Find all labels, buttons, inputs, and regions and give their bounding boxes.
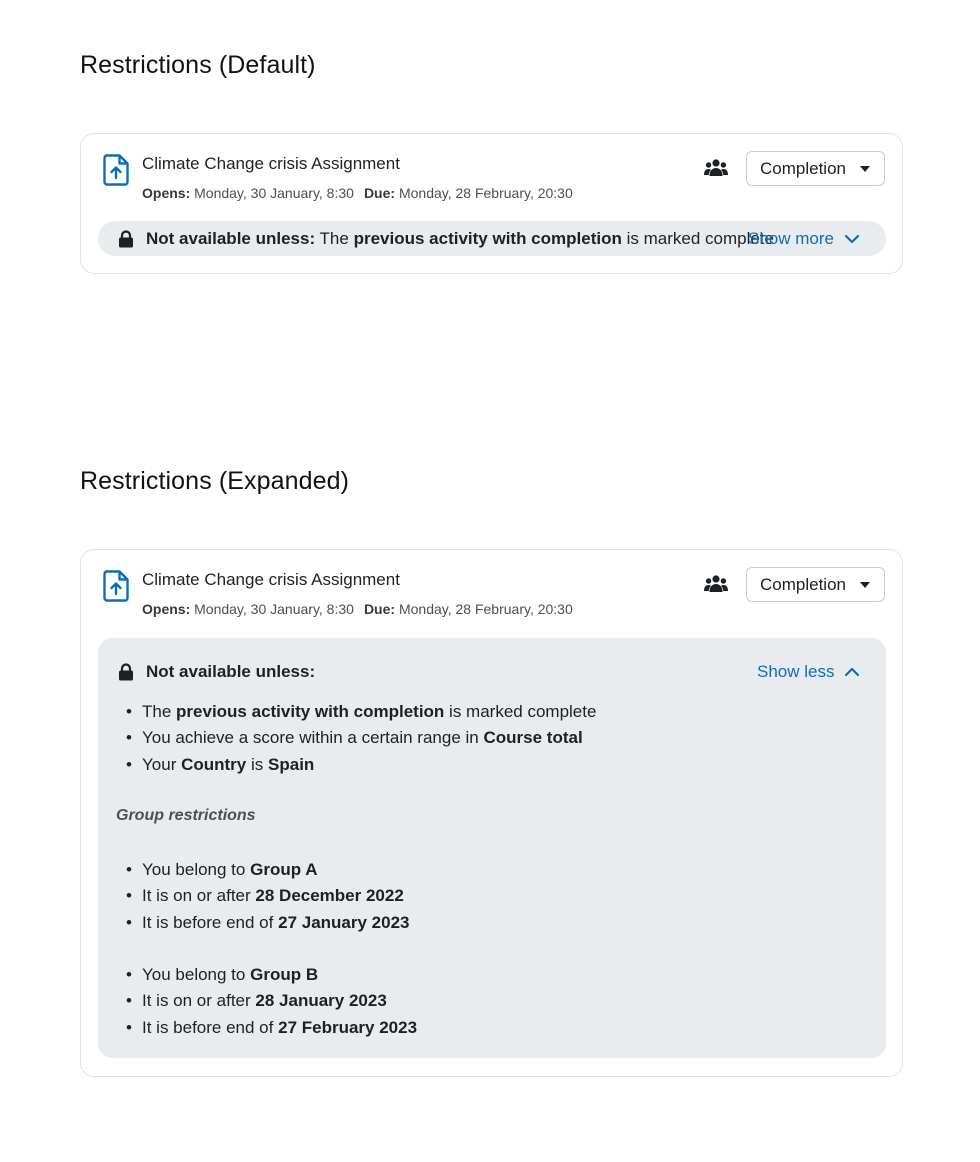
show-less-link[interactable]: Show less (757, 662, 860, 682)
list-item: • It is on or after 28 December 2022 (126, 886, 404, 906)
restriction-header (118, 662, 315, 682)
file-upload-icon (103, 154, 129, 186)
list-item: • You belong to Group B (126, 965, 319, 984)
completion-label: Completion (760, 158, 846, 178)
caret-down-icon (860, 166, 870, 172)
lock-icon (118, 663, 134, 681)
restriction-panel-expanded (98, 638, 886, 1058)
caret-down-icon (860, 582, 870, 588)
opens-value: Monday, 30 January, 8:30 (194, 185, 354, 201)
group-restrictions-label: Group restrictions (116, 807, 256, 824)
show-more-link[interactable]: Show more (748, 229, 860, 249)
list-item: • You belong to Group A (126, 860, 318, 879)
completion-dropdown[interactable] (746, 151, 885, 186)
completion-label: Completion (760, 574, 846, 594)
list-item: • It is on or after 28 January 2023 (126, 991, 387, 1011)
restriction-heading: Not available unless: (146, 662, 316, 681)
list-item: • You achieve a score within a certain range in Course total (126, 728, 583, 748)
restriction-summary: Not available unless: The previous activity with completion is marked complete (146, 228, 774, 248)
opens-value: Monday, 30 January, 8:30 (194, 601, 354, 617)
due-value: Monday, 28 February, 20:30 (398, 601, 573, 617)
group-icon (704, 158, 728, 178)
section-title-expanded: Restrictions (Expanded) (80, 467, 350, 495)
chevron-down-icon (844, 234, 860, 244)
restriction-bar-collapsed (98, 221, 886, 256)
due-value: Monday, 28 February, 20:30 (398, 185, 573, 201)
list-item: • The previous activity with completion is marked complete (126, 702, 597, 721)
group-b-conditions (126, 962, 417, 1041)
restriction-heading: Not available unless: (146, 228, 316, 248)
list-item: • It is before end of 27 January 2023 (126, 912, 410, 932)
opens-label: Opens: (142, 185, 191, 201)
list-item: • It is before end of 27 February 2023 (126, 1017, 418, 1037)
activity-dates (142, 185, 573, 201)
due-label: Due: (363, 601, 396, 617)
list-item: • Your Country is Spain (126, 754, 315, 774)
activity-title[interactable]: Climate Change crisis Assignment (142, 154, 400, 173)
group-a-conditions (126, 857, 410, 936)
condition-list (126, 699, 596, 778)
lock-icon (118, 230, 134, 248)
file-upload-icon (103, 570, 129, 602)
activity-title[interactable]: Climate Change crisis Assignment (142, 570, 400, 589)
section-title-default: Restrictions (Default) (80, 51, 316, 79)
opens-label: Opens: (142, 601, 191, 617)
activity-dates (142, 601, 573, 617)
group-icon (704, 574, 728, 594)
activity-card-expanded (80, 549, 903, 1077)
activity-card-default (80, 133, 903, 274)
due-label: Due: (363, 185, 396, 201)
chevron-up-icon (844, 667, 860, 677)
completion-dropdown[interactable] (746, 567, 885, 602)
